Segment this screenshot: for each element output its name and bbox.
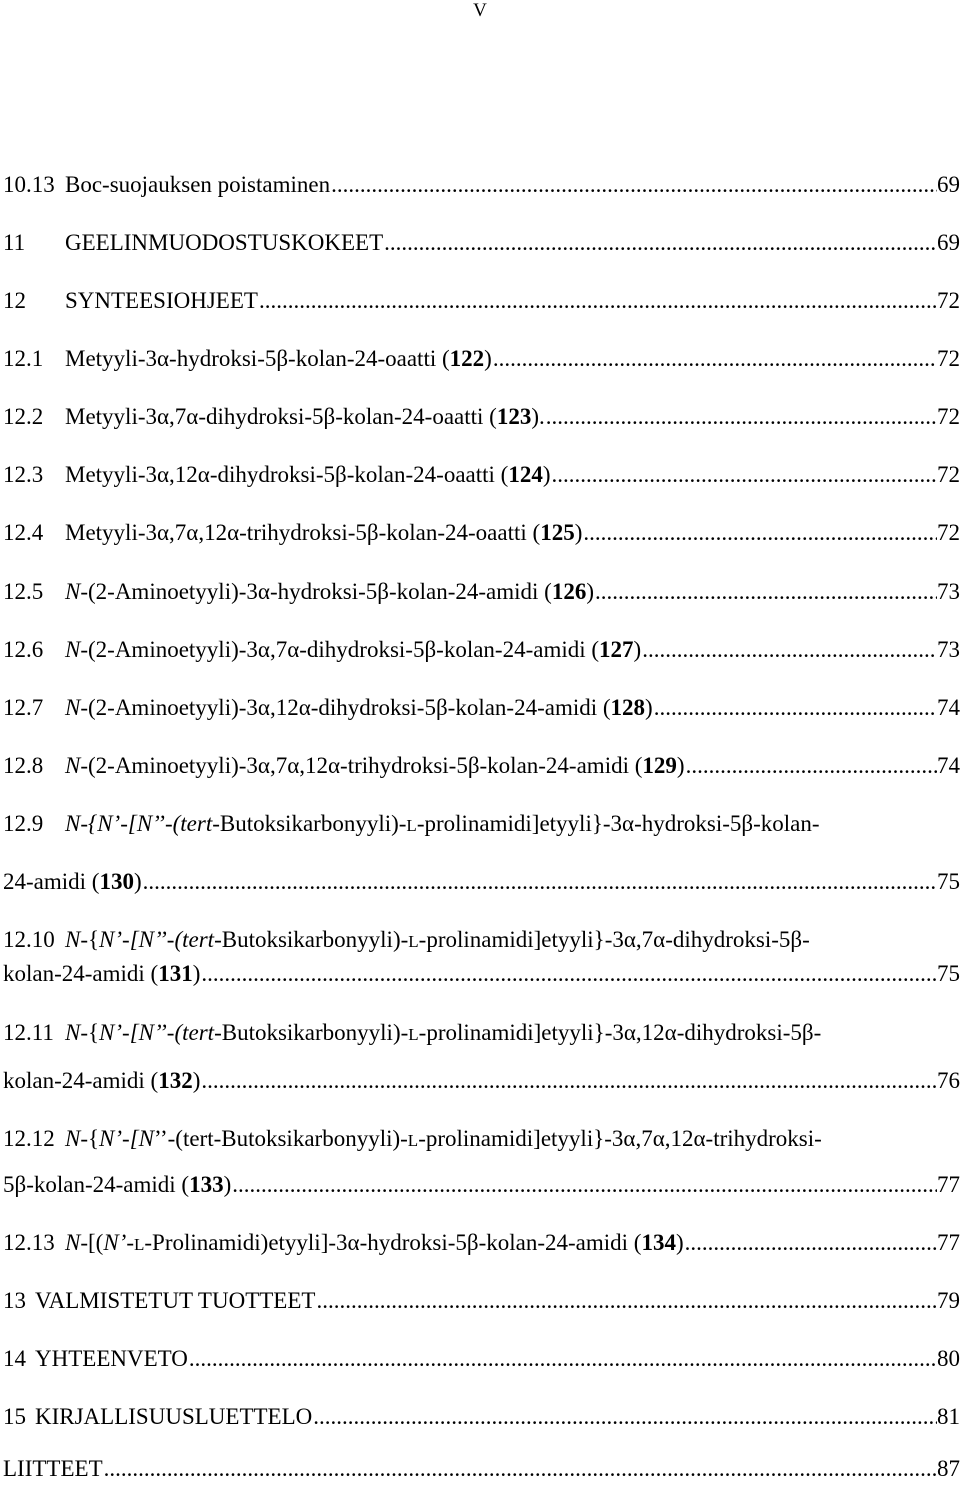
compound-ref: 122	[449, 346, 485, 371]
toc-number: 12.7	[3, 695, 44, 720]
toc-title: 24-amidi (130)	[3, 869, 142, 894]
toc-number: 12.1	[3, 346, 44, 371]
toc-number: 15	[3, 1404, 26, 1429]
toc-title: N-[(N’-L-Prolinamidi)etyyli]-3α-hydroksi-5β-kolan-24-amidi (134)	[65, 1230, 684, 1255]
toc-number: 12.2	[3, 404, 44, 429]
toc-title: kolan-24-amidi (131)	[3, 961, 201, 986]
toc-number: 12.10	[3, 927, 55, 952]
leader-dots	[315, 1284, 937, 1318]
toc-title: 5β-kolan-24-amidi (133)	[3, 1172, 232, 1197]
toc-title: KIRJALLISUUSLUETTELO	[35, 1404, 313, 1429]
toc-page: 72	[937, 288, 960, 313]
toc-entry-12-9[interactable]	[3, 807, 960, 841]
toc-title: N-(2-Aminoetyyli)-3α-hydroksi-5β-kolan-24-amidi (126)	[65, 579, 595, 604]
leader-dots	[594, 575, 937, 609]
leader-dots	[142, 865, 937, 899]
leader-dots	[188, 1342, 937, 1376]
toc-page: 69	[937, 172, 960, 197]
toc-number: 12.13	[3, 1230, 55, 1255]
toc-title: N-(2-Aminoetyyli)-3α,7α,12α-trihydroksi-5β-kolan-24-amidi (129)	[65, 753, 685, 778]
compound-ref: 130	[99, 869, 134, 894]
leader-dots	[685, 749, 937, 783]
toc-page: 72	[937, 520, 960, 545]
leader-dots	[551, 458, 938, 492]
toc-entry-10-13[interactable]	[3, 168, 960, 202]
compound-ref: 126	[551, 579, 587, 604]
toc-title: SYNTEESIOHJEET	[65, 288, 258, 313]
toc-entry-12-7[interactable]	[3, 691, 960, 725]
toc-page: 87	[937, 1456, 960, 1481]
toc-entry-14[interactable]	[3, 1342, 960, 1376]
compound-ref: 125	[540, 520, 575, 545]
compound-ref: 132	[158, 1068, 193, 1093]
toc-entry-12-4[interactable]	[3, 516, 960, 550]
toc-entry-12-12-cont[interactable]	[3, 1168, 960, 1202]
toc-page: 69	[937, 230, 960, 255]
toc-title: Metyyli-3α-hydroksi-5β-kolan-24-oaatti (122)	[65, 346, 492, 371]
leader-dots	[545, 400, 937, 434]
toc-page: 75	[937, 869, 960, 894]
toc-number: 11	[3, 230, 26, 255]
compound-ref: 124	[508, 462, 543, 487]
leader-dots	[641, 633, 937, 667]
leader-dots	[200, 957, 937, 991]
toc-entry-12-11-cont[interactable]	[3, 1064, 960, 1098]
toc-number: 12.3	[3, 462, 44, 487]
toc-entry-12-11[interactable]	[3, 1016, 960, 1050]
compound-ref: 129	[642, 753, 677, 778]
toc-number: 12.4	[3, 520, 44, 545]
toc-page: 77	[937, 1230, 960, 1255]
toc-entry-12-13[interactable]	[3, 1226, 960, 1260]
toc-number: 12.11	[3, 1020, 54, 1045]
leader-dots	[258, 284, 937, 318]
toc-title: N-{N’-[N’’-(tert-Butoksikarbonyyli)-L-prolinamidi]etyyli}-3α,7α-dihydroksi-5β-	[65, 927, 810, 952]
toc-number: 14	[3, 1346, 26, 1371]
leader-dots	[684, 1226, 937, 1260]
toc-number: 12.5	[3, 579, 44, 604]
leader-dots	[312, 1400, 937, 1434]
toc-entry-12-10-cont[interactable]	[3, 957, 960, 991]
toc-title: Metyyli-3α,7α-dihydroksi-5β-kolan-24-oaatti (123).	[65, 404, 545, 429]
toc-entry-13[interactable]	[3, 1284, 960, 1318]
toc-page: 74	[937, 753, 960, 778]
toc-title: N-{N’-[N’’-(tert-Butoksikarbonyyli)-L-prolinamidi]etyyli}-3α,7α,12α-trihydroksi-	[65, 1126, 822, 1151]
compound-ref: 123	[496, 404, 532, 429]
compound-ref: 128	[610, 695, 646, 720]
toc-number: 12.9	[3, 811, 44, 836]
toc-title: LIITTEET	[3, 1456, 103, 1481]
toc-entry-12-8[interactable]	[3, 749, 960, 783]
toc-title: VALMISTETUT TUOTTEET	[35, 1288, 316, 1313]
toc-title: Metyyli-3α,12α-dihydroksi-5β-kolan-24-oaatti (124)	[65, 462, 551, 487]
compound-ref: 134	[641, 1230, 676, 1255]
toc-page: 76	[937, 1068, 960, 1093]
toc-title: N-{N’-[N’’-(tert-Butoksikarbonyyli)-L-prolinamidi]etyyli}-3α-hydroksi-5β-kolan-	[65, 811, 820, 836]
toc-number: 10.13	[3, 172, 55, 197]
toc-title: YHTEENVETO	[35, 1346, 188, 1371]
toc-title: kolan-24-amidi (132)	[3, 1068, 201, 1093]
compound-ref: 127	[599, 637, 634, 662]
toc-page: 77	[937, 1172, 960, 1197]
compound-ref: 131	[158, 961, 193, 986]
toc-page: 72	[937, 404, 960, 429]
leader-dots	[200, 1064, 937, 1098]
toc-page: 72	[937, 346, 960, 371]
toc-title: N-(2-Aminoetyyli)-3α,7α-dihydroksi-5β-kolan-24-amidi (127)	[65, 637, 642, 662]
toc-page: 73	[937, 579, 960, 604]
toc-entry-12-10[interactable]	[3, 923, 960, 957]
toc-entry-12-6[interactable]	[3, 633, 960, 667]
toc-number: 12.12	[3, 1126, 55, 1151]
toc-page: 73	[937, 637, 960, 662]
toc-title: GEELINMUODOSTUSKOKEET	[65, 230, 384, 255]
toc-entry-11[interactable]	[3, 226, 960, 260]
toc-entry-12-9-cont[interactable]	[3, 865, 960, 899]
toc-page: 79	[937, 1288, 960, 1313]
toc-title: Metyyli-3α,7α,12α-trihydroksi-5β-kolan-24-oaatti (125)	[65, 520, 583, 545]
leader-dots	[383, 226, 937, 260]
toc-page: 74	[937, 695, 960, 720]
toc-entry-12-5[interactable]	[3, 575, 960, 609]
compound-ref: 133	[189, 1172, 224, 1197]
toc-entry-liitteet[interactable]	[3, 1452, 960, 1486]
toc-number: 12.8	[3, 753, 44, 778]
toc-title: N-(2-Aminoetyyli)-3α,12α-dihydroksi-5β-kolan-24-amidi (128)	[65, 695, 653, 720]
leader-dots	[653, 691, 937, 725]
leader-dots	[330, 168, 937, 202]
toc-title: Boc-suojauksen poistaminen	[65, 172, 331, 197]
toc-page: 75	[937, 961, 960, 986]
toc-title: N-{N’-[N’’-(tert-Butoksikarbonyyli)-L-prolinamidi]etyyli}-3α,12α-dihydroksi-5β-	[65, 1020, 822, 1045]
toc-page: 80	[937, 1346, 960, 1371]
toc-page: 72	[937, 462, 960, 487]
toc-entry-12-1[interactable]	[3, 342, 960, 376]
leader-dots	[231, 1168, 937, 1202]
page-number: V	[473, 0, 487, 21]
toc-entry-15[interactable]	[3, 1400, 960, 1434]
toc-number: 12	[3, 288, 26, 313]
toc-number: 13	[3, 1288, 26, 1313]
toc-entry-12-12[interactable]	[3, 1122, 960, 1156]
toc-entry-12[interactable]	[3, 284, 960, 318]
toc-entry-12-2[interactable]	[3, 400, 960, 434]
leader-dots	[582, 516, 937, 550]
toc-number: 12.6	[3, 637, 44, 662]
toc-page: 81	[937, 1404, 960, 1429]
leader-dots	[103, 1452, 937, 1486]
toc-entry-12-3[interactable]	[3, 458, 960, 492]
leader-dots	[492, 342, 937, 376]
